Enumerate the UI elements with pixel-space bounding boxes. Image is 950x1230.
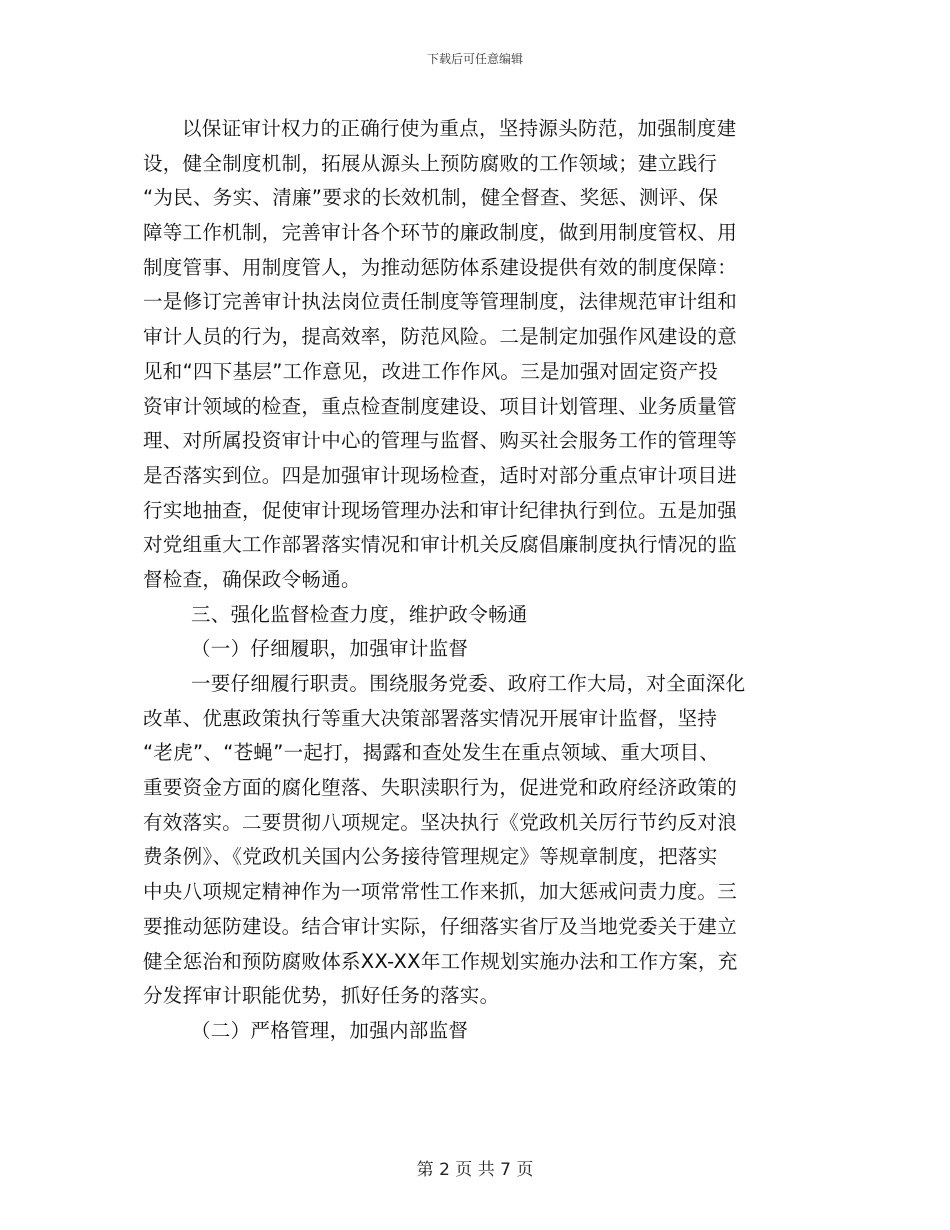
text-line: 以保证审计权力的正确行使为重点，坚持源头防范，加强制度建 [182,117,737,140]
text-line: 重要资金方面的腐化堕落、失职渎职行为，促进党和政府经济政策的 [143,776,738,800]
text-line: 设，健全制度机制，拓展从源头上预防腐败的工作领域；建立践行 [143,151,718,175]
document-body [143,112,813,1049]
text-line: 有效落实。二要贯彻八项规定。坚决执行《党政机关厉行节约反对浪 [143,810,738,834]
subsection-heading: （一）仔细履职，加强审计监督 [191,637,469,661]
page-number-footer: 第 2 页 共 7 页 [416,1160,534,1180]
text-line: 对党组重大工作部署落实情况和审计机关反腐倡廉制度执行情况的监 [143,533,738,557]
section-heading: 三、强化监督检查力度，维护政令畅通 [191,602,528,626]
page-header-note: 下载后可任意编辑 [426,52,523,66]
text-line: 行实地抽查，促使审计现场管理办法和审计纪律执行到位。五是加强 [143,498,738,522]
text-line: 费条例》、《党政机关国内公务接待管理规定》等规章制度，把落实 [143,845,718,869]
text-line: 见和“四下基层”工作意见，改进工作作风。三是加强对固定资产投 [143,359,719,383]
text-line: 要推动惩防建设。结合审计实际，仔细落实省厅及当地党委关于建立 [143,914,738,938]
text-line: “老虎”、“苍蝇”一起打，揭露和查处发生在重点领域、重大项目、 [143,741,720,765]
text-line: 是否落实到位。四是加强审计现场检查，适时对部分重点审计项目进 [143,463,738,487]
text-line: 一要仔细履行职责。围绕服务党委、政府工作大局，对全面深化 [191,672,746,695]
text-line: 督检查，确保政令畅通。 [143,567,361,591]
text-line: 资审计领域的检查，重点检查制度建设、项目计划管理、业务质量管 [143,394,738,418]
text-line: 一是修订完善审计执法岗位责任制度等管理制度，法律规范审计组和 [143,290,738,314]
text-line: 审计人员的行为，提高效率，防范风险。二是制定加强作风建设的意 [143,325,738,349]
subsection-heading: （二）严格管理，加强内部监督 [191,1018,469,1042]
text-line: 中央八项规定精神作为一项常常性工作来抓，加大惩戒问责力度。三 [143,880,738,904]
text-line: 分发挥审计职能优势，抓好任务的落实。 [143,984,500,1008]
text-line: 理、对所属投资审计中心的管理与监督、购买社会服务工作的管理等 [143,429,738,453]
text-line: 改革、优惠政策执行等重大决策部署落实情况开展审计监督，坚持 [143,706,718,730]
text-line: 制度管事、用制度管人，为推动惩防体系建设提供有效的制度保障： [143,255,738,279]
text-line: “为民、务实、清廉”要求的长效机制，健全督查、奖惩、测评、保 [143,186,719,210]
text-line: 障等工作机制，完善审计各个环节的廉政制度，做到用制度管权、用 [143,221,738,245]
text-line: 健全惩治和预防腐败体系XX-XX年工作规划实施办法和工作方案，充 [143,949,738,973]
